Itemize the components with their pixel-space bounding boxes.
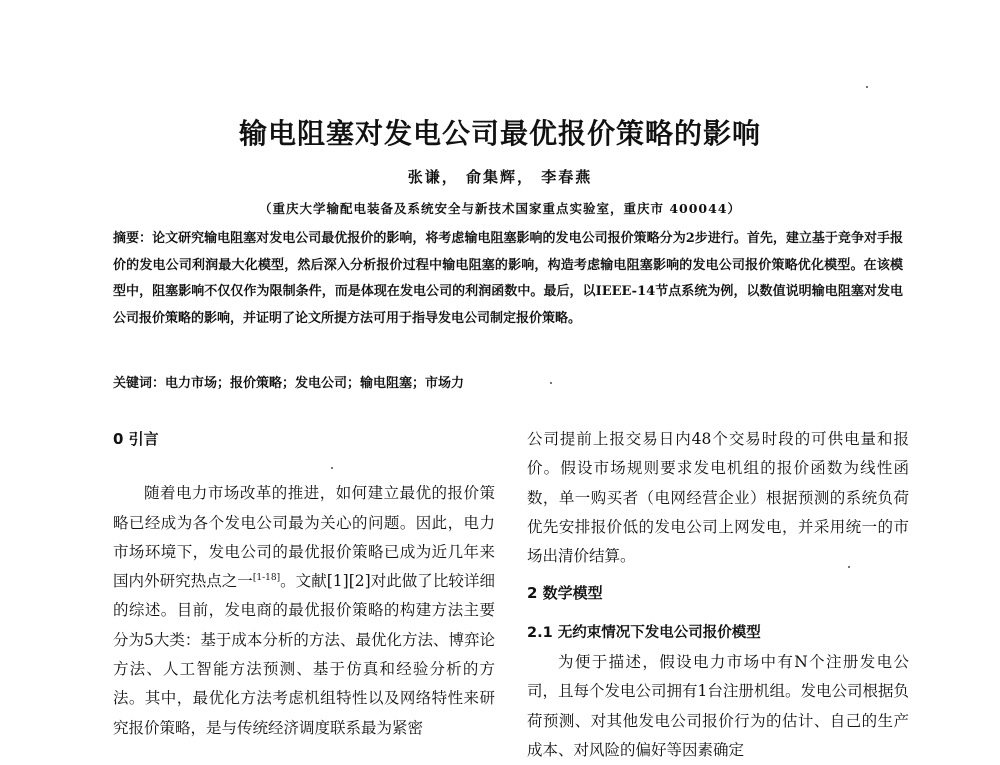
scan-speck	[866, 86, 868, 88]
keywords-text: 电力市场；报价策略；发电公司；输电阻塞；市场力	[165, 376, 465, 391]
abstract-text: 论文研究输电阻塞对发电公司最优报价的影响，将考虑输电阻塞影响的发电公司报价策略分为2步进行。首先，建立基于竞争对手报价的发电公司利润最大化模型，然后深入分析报价过程中输电阻塞的影响，构造考虑输电阻塞影响的发电公司报价策略优化模型。在该模型中，阻塞影响不仅仅作为限制条件，而是体现在发电公司的利润函数中。最后，以IEEE-14节点系统为例，以数值说明输电阻塞对发电公司报价策略的影响，并证明了论文所提方法可用于指导发电公司制定报价策略。	[113, 231, 903, 326]
paper-affiliation: （重庆大学输配电装备及系统安全与新技术国家重点实验室，重庆市 400044）	[258, 201, 742, 216]
left-column	[113, 425, 495, 743]
intro-paragraph-text: 随着电力市场改革的推进，如何建立最优的报价策略已经成为各个发电公司最为关心的问题。因此，电力市场环境下，发电公司的最优报价策略已成为近几年来国内外研究热点之一	[113, 484, 495, 591]
subsection-heading-unconstrained: 2.1 无约束情况下发电公司报价模型	[527, 624, 761, 641]
abstract-label: 摘要：	[113, 231, 153, 246]
intro-paragraph	[113, 479, 495, 743]
keywords-label: 关键词：	[113, 376, 166, 391]
keywords	[113, 372, 464, 391]
paper-title: 输电阻塞对发电公司最优报价策略的影响	[238, 117, 761, 150]
citation-ref: [1-18]	[252, 573, 281, 584]
right-paragraph-cont: 公司提前上报交易日内48个交易时段的可供电量和报价。假设市场规则要求发电机组的报价函数为线性函数，单一购买者（电网经营企业）根据预测的系统负荷优先安排报价低的发电公司上网发电，并采用统一的市场出清价结算。	[527, 430, 909, 566]
right-column	[527, 425, 909, 765]
abstract	[113, 226, 903, 332]
intro-paragraph-cont: 文献[1][2]对此做了比较详细的综述。目前，发电商的最优报价策略的构建方法主要分为5大类：基于成本分析的方法、最优化方法、博弈论方法、人工智能方法预测、基于仿真和经验分析的方法。其中，最优化方法考虑机组特性以及网络特性来研究报价策略，是与传统经济调度联系最为紧密	[113, 572, 495, 737]
scan-speck	[550, 382, 552, 384]
model-paragraph: 为便于描述，假设电力市场中有N个注册发电公司，且每个发电公司拥有1台注册机组。发电公司根据负荷预测、对其他发电公司报价行为的估计、自己的生产成本、对风险的偏好等因素确定	[527, 653, 909, 759]
scan-speck	[848, 566, 850, 568]
section-heading-introduction: 0 引言	[113, 430, 159, 448]
section-heading-model: 2 数学模型	[527, 584, 603, 603]
scan-speck	[331, 467, 333, 469]
paper-authors: 张谦， 俞集辉， 李春燕	[407, 168, 593, 186]
intro-paragraph-end: 。	[280, 572, 296, 591]
